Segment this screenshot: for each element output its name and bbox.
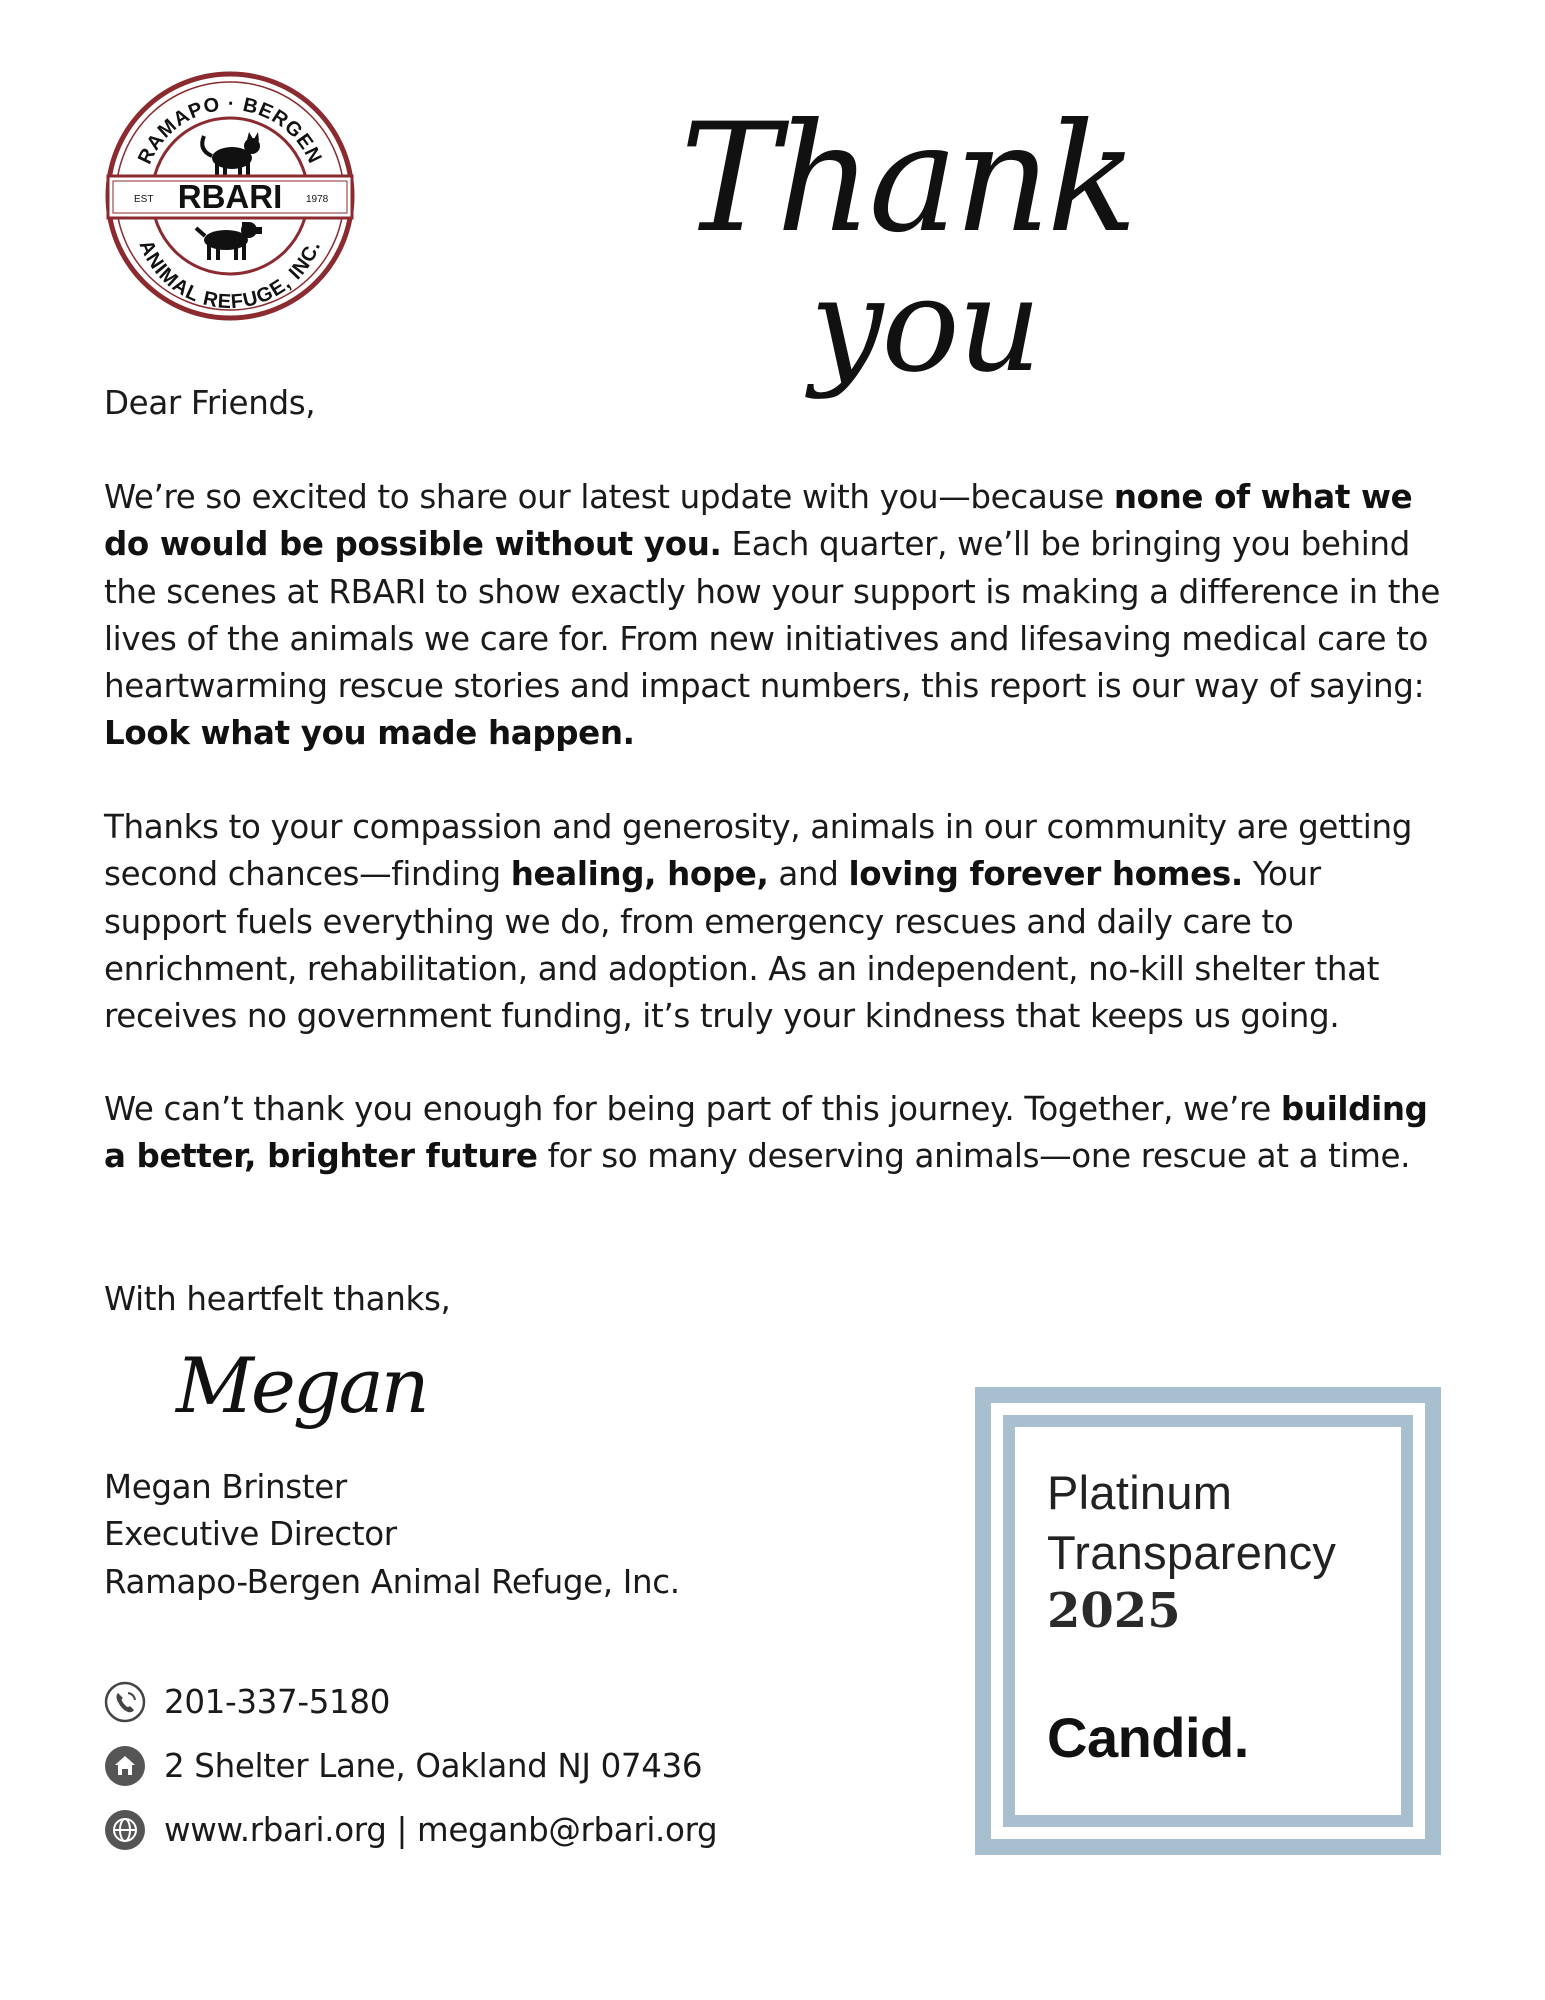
p3-text-c: for so many deserving animals—one rescue at a time. xyxy=(537,1137,1411,1176)
p3-bold-b: building a better, brighter future xyxy=(104,1090,1428,1176)
p1-text-a: We’re so excited to share our latest update with you—because xyxy=(104,478,1114,516)
signature xyxy=(172,1330,472,1450)
signature-script: Megan xyxy=(176,1341,427,1430)
closing: With heartfelt thanks, xyxy=(104,1280,451,1318)
phone-icon xyxy=(104,1681,146,1723)
globe-icon xyxy=(104,1809,146,1851)
greeting: Dear Friends, xyxy=(104,384,316,422)
candid-transparency-badge xyxy=(975,1387,1441,1855)
logo-bottom-arc: ANIMAL REFUGE, INC. xyxy=(134,236,326,314)
p2-text-a: Thanks to your compassion and generosity, animals in our community are getting second chances—finding xyxy=(104,808,1413,894)
phone-number[interactable]: 201-337-5180 xyxy=(164,1683,391,1721)
paragraph-2 xyxy=(104,804,1444,1040)
p1-bold-d: Look what you made happen. xyxy=(104,714,635,753)
script-you: you xyxy=(810,249,1040,401)
paragraph-3 xyxy=(104,1086,1444,1181)
badge-line-1: Platinum xyxy=(1047,1466,1233,1519)
rbari-logo xyxy=(104,70,356,322)
contact-phone xyxy=(104,1680,390,1724)
signer-name: Megan Brinster xyxy=(104,1468,347,1506)
p2-bold-b: healing, hope, xyxy=(510,855,769,894)
p2-bold-d: loving forever homes. xyxy=(848,855,1243,894)
signer-block xyxy=(104,1464,680,1606)
badge-brand: Candid. xyxy=(1047,1706,1249,1769)
signer-title: Executive Director xyxy=(104,1515,397,1554)
badge-year: 2025 xyxy=(1047,1583,1181,1639)
badge-line-2: Transparency xyxy=(1047,1526,1337,1579)
address: 2 Shelter Lane, Oakland NJ 07436 xyxy=(164,1747,703,1785)
p3-text-a: We can’t thank you enough for being part of this journey. Together, we’re xyxy=(104,1090,1281,1128)
p2-text-c: and xyxy=(768,855,849,894)
home-icon xyxy=(104,1745,146,1787)
p1-text-c: Each quarter, we’ll be bringing you behind the scenes at RBARI to show exactly how your support is making a difference in the lives of the animals we care for. From new initiatives and lifesaving medical care to heartwarming rescue stories and impact numbers, this report is our way of saying: xyxy=(104,525,1440,706)
p2-text-e: Your support fuels everything we do, from emergency rescues and daily care to enrichment, rehabilitation, and adoption. As an independent, no-kill shelter that receives no government funding, it’s truly your kindness that keeps us going. xyxy=(104,855,1380,1036)
logo-acronym: RBARI xyxy=(177,178,283,215)
logo-est-label: EST xyxy=(134,194,154,205)
paragraph-1 xyxy=(104,474,1444,758)
signer-org: Ramapo-Bergen Animal Refuge, Inc. xyxy=(104,1562,680,1601)
contact-address xyxy=(104,1744,702,1788)
logo-top-arc: RAMAPO · BERGEN xyxy=(133,92,327,168)
contact-web xyxy=(104,1808,717,1852)
p1-bold-b: none of what we do would be possible without you. xyxy=(104,478,1413,564)
script-thank: Thank xyxy=(680,92,1134,266)
logo-est-year: 1978 xyxy=(306,194,329,205)
web-and-email[interactable]: www.rbari.org | meganb@rbari.org xyxy=(164,1811,718,1849)
